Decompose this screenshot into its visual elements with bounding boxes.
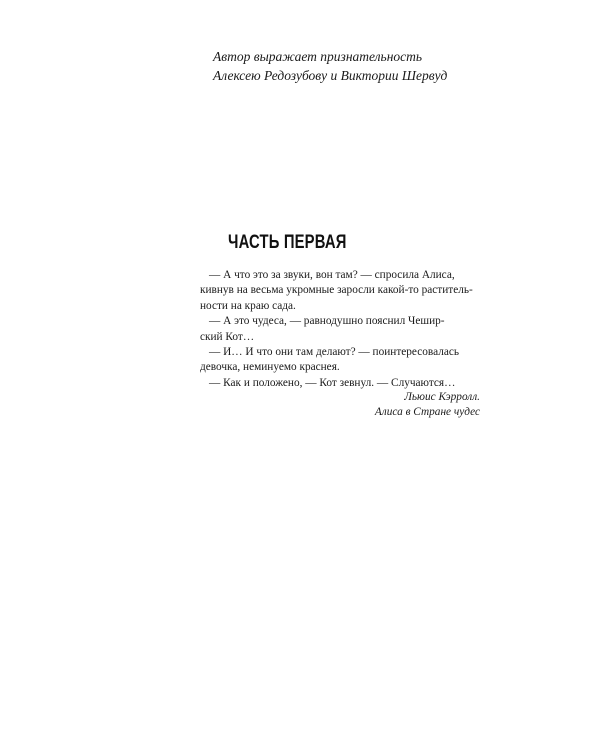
epigraph-line: — И… И что они там делают? — поинтересовалась: [209, 345, 460, 358]
epigraph-line: — А что это за звуки, вон там? — спросила Алиса,: [209, 269, 455, 281]
dedication: [213, 47, 513, 85]
epigraph-line: — Как и положено, — Кот зевнул. — Случаются…: [209, 376, 456, 389]
epigraph-line: ности на краю сада.: [200, 299, 296, 312]
epigraph-author: Льюис Кэрролл.: [404, 391, 480, 403]
dedication-line-2: Алексею Редозубову и Виктории Шервуд: [213, 68, 448, 83]
part-title: ЧАСТЬ ПЕРВАЯ: [228, 232, 347, 253]
epigraph-line: ский Кот…: [200, 330, 255, 343]
epigraph-line: — А это чудеса, — равнодушно пояснил Чешир-: [209, 315, 445, 328]
dedication-line-1: Автор выражает признательность: [213, 49, 423, 64]
epigraph-attribution: [375, 390, 480, 421]
epigraph-line: девочка, неминуемо краснея.: [200, 361, 340, 374]
epigraph-line: кивнув на весьма укромные заросли какой-то раститель-: [200, 284, 473, 297]
epigraph: [200, 268, 481, 391]
epigraph-source: Алиса в Стране чудес: [374, 406, 480, 419]
